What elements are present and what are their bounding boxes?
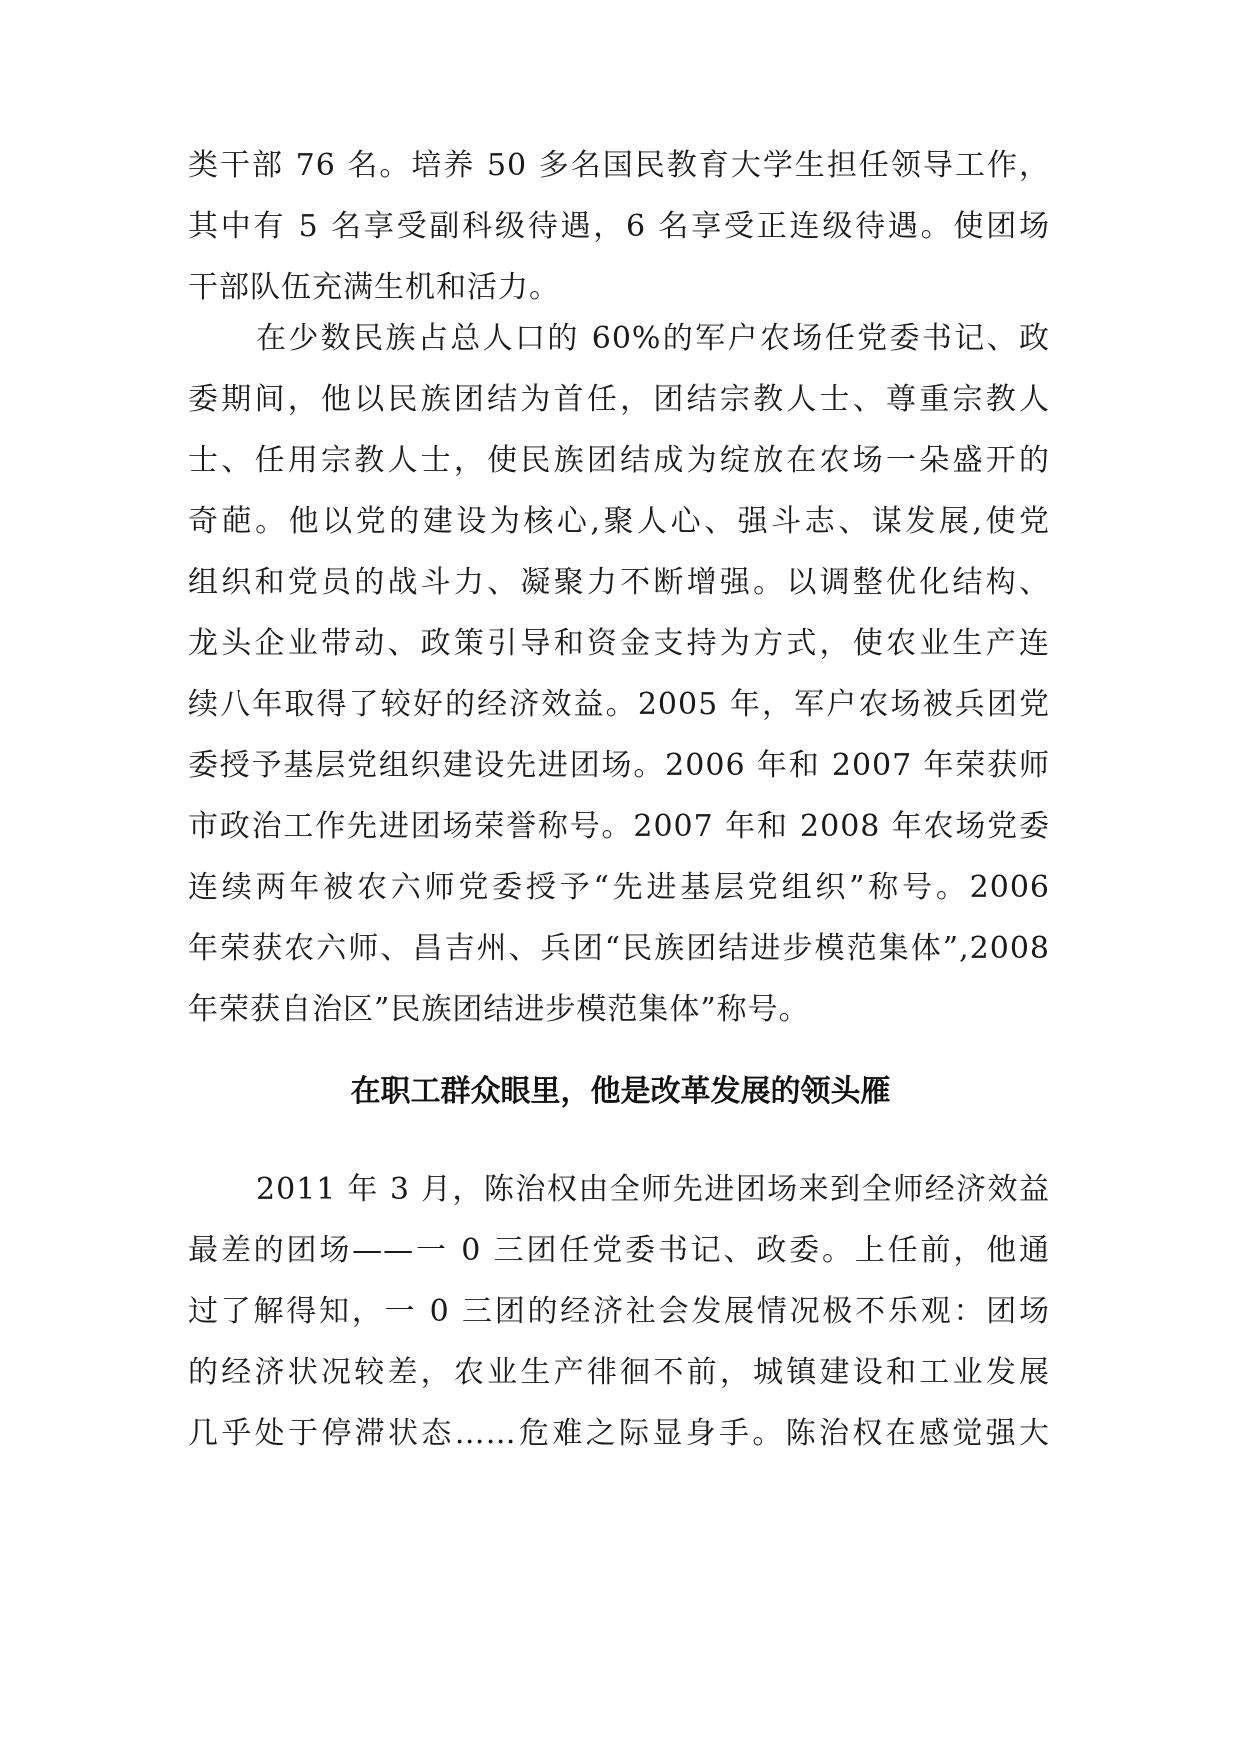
paragraph-line: 2011 年 3 月，陈治权由全师先进团场来到全师经济效益: [256, 1172, 1050, 1207]
paragraph-line: 组织和党员的战斗力、凝聚力不断增强。以调整优化结构、: [188, 565, 1050, 600]
paragraph-line: 年荣获农六师、昌吉州、兵团“民族团结进步模范集体”,2008: [188, 931, 1050, 966]
paragraph-line: 的经济状况较差，农业生产徘徊不前，城镇建设和工业发展: [188, 1355, 1050, 1390]
paragraph-line: 类干部 76 名。培养 50 多名国民教育大学生担任领导工作，: [188, 148, 1050, 183]
section-heading: 在职工群众眼里，他是改革发展的领头雁: [350, 1074, 891, 1109]
paragraph-line: 连续两年被农六师党委授予“先进基层党组织”称号。2006: [188, 870, 1050, 905]
paragraph-line: 龙头企业带动、政策引导和资金支持为方式，使农业生产连: [188, 626, 1050, 661]
paragraph-line: 几乎处于停滞状态……危难之际显身手。陈治权在感觉强大: [188, 1416, 1050, 1451]
paragraph-line: 士、任用宗教人士，使民族团结成为绽放在农场一朵盛开的: [188, 443, 1050, 478]
paragraph-line: 年荣获自治区”民族团结进步模范集体”称号。: [188, 992, 810, 1027]
paragraph-line: 委期间，他以民族团结为首任，团结宗教人士、尊重宗教人: [188, 382, 1050, 417]
paragraph-line: 市政治工作先进团场荣誉称号。2007 年和 2008 年农场党委: [188, 809, 1050, 844]
paragraph-line: 过了解得知，一 0 三团的经济社会发展情况极不乐观：团场: [188, 1294, 1050, 1329]
paragraph-line: 奇葩。他以党的建设为核心,聚人心、强斗志、谋发展,使党: [188, 504, 1050, 539]
paragraph-line: 委授予基层党组织建设先进团场。2006 年和 2007 年荣获师: [188, 748, 1050, 783]
paragraph-line: 在少数民族占总人口的 60%的军户农场任党委书记、政: [256, 321, 1050, 356]
paragraph-line: 最差的团场——一 0 三团任党委书记、政委。上任前，他通: [188, 1233, 1050, 1268]
paragraph-line: 干部队伍充满生机和活力。: [188, 270, 560, 305]
paragraph-line: 续八年取得了较好的经济效益。2005 年，军户农场被兵团党: [188, 687, 1050, 722]
paragraph-line: 其中有 5 名享受副科级待遇，6 名享受正连级待遇。使团场: [188, 209, 1050, 244]
